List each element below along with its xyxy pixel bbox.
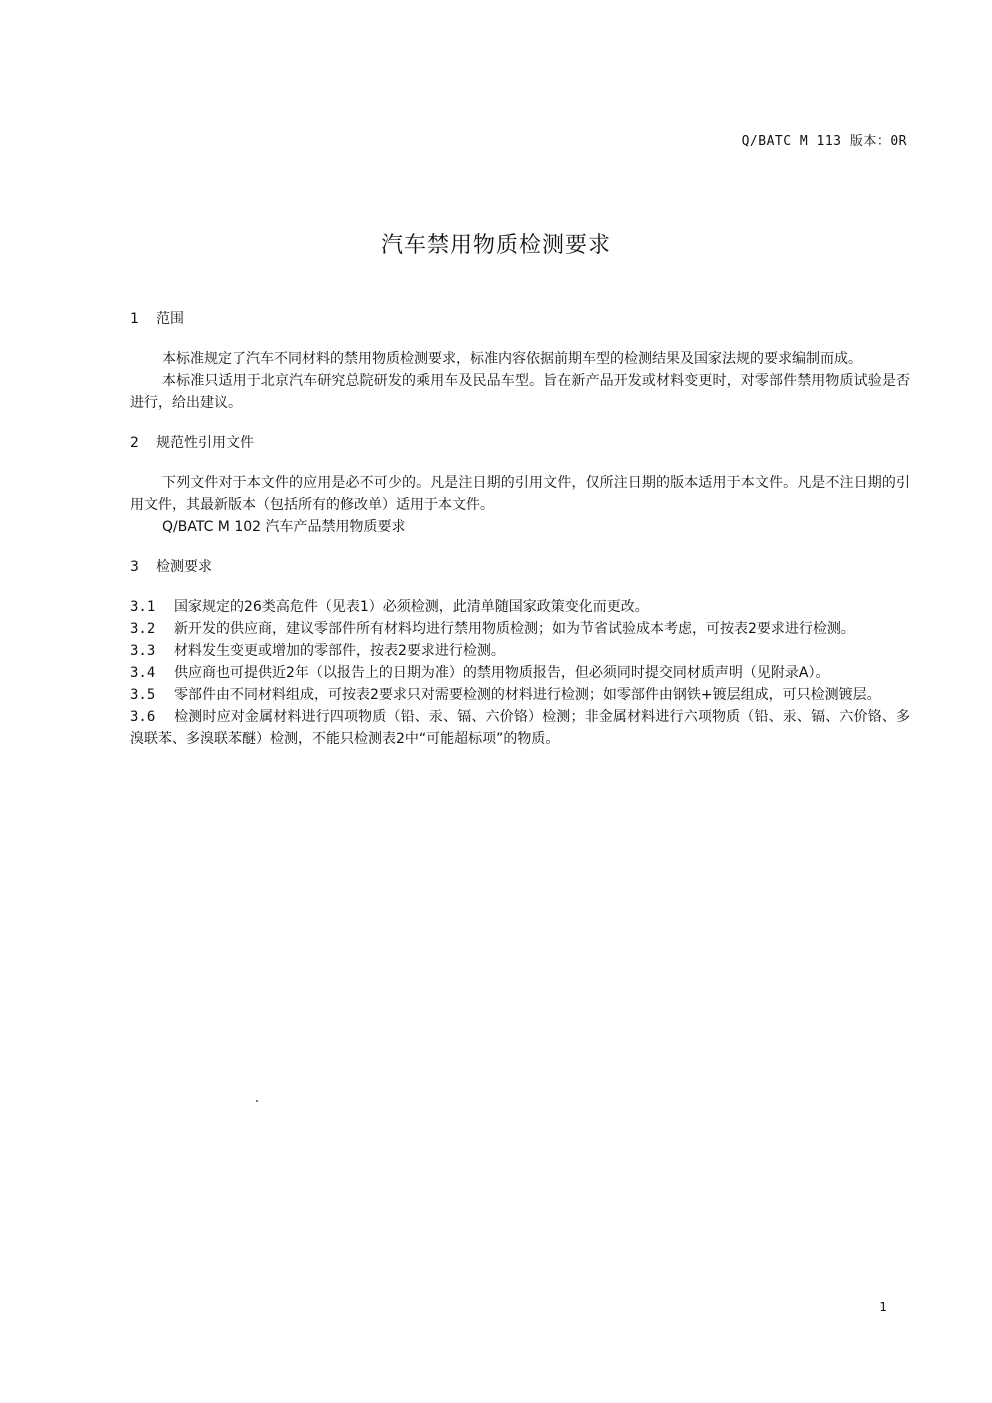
clause-number: 3.2	[130, 621, 156, 637]
section-title: 检测要求	[156, 559, 212, 575]
document-body	[130, 308, 910, 750]
section-heading-normative-references	[130, 432, 910, 454]
document-title: 汽车禁用物质检测要求	[380, 233, 611, 258]
clause-text: 检测时应对金属材料进行四项物质（铅、汞、镉、六价铬）检测；非金属材料进行六项物质（铅、汞、镉、六价铬、多溴联苯、多溴联苯醚）检测，不能只检测表2中“可能超标项”的物质。	[130, 709, 910, 747]
clause-text: 材料发生变更或增加的零部件，按表2要求进行检测。	[174, 643, 505, 659]
clause	[130, 596, 910, 618]
section-number: 3	[130, 559, 139, 575]
clause	[130, 662, 910, 684]
section-heading-scope	[130, 308, 910, 330]
paragraph: 本标准只适用于北京汽车研究总院研发的乘用车及民品车型。旨在新产品开发或材料变更时，对零部件禁用物质试验是否进行，给出建议。	[130, 373, 910, 411]
clause-number: 3.1	[130, 599, 156, 615]
section-number: 2	[130, 435, 139, 451]
section-title: 范围	[156, 311, 184, 327]
paragraph: 本标准规定了汽车不同材料的禁用物质检测要求，标准内容依据前期车型的检测结果及国家法规的要求编制而成。	[162, 351, 862, 367]
document-code: Q/BATC M 113 版本：0R	[741, 134, 907, 149]
clause	[130, 684, 910, 706]
clause-number: 3.6	[130, 709, 156, 725]
reference-document: Q/BATC M 102 汽车产品禁用物质要求	[162, 519, 406, 535]
section-number: 1	[130, 311, 139, 327]
clause-number: 3.5	[130, 687, 156, 703]
clause-number: 3.4	[130, 665, 156, 681]
paragraph: 下列文件对于本文件的应用是必不可少的。凡是注日期的引用文件，仅所注日期的版本适用于本文件。凡是不注日期的引用文件，其最新版本（包括所有的修改单）适用于本文件。	[130, 475, 910, 513]
clause-text: 供应商也可提供近2年（以报告上的日期为准）的禁用物质报告，但必须同时提交同材质声明（见附录A）。	[174, 665, 830, 681]
page-number: 1	[879, 1300, 887, 1314]
section-title: 规范性引用文件	[156, 435, 254, 451]
clause	[130, 706, 910, 750]
clause-text: 新开发的供应商，建议零部件所有材料均进行禁用物质检测；如为节省试验成本考虑，可按表2要求进行检测。	[174, 621, 855, 637]
clause-text: 国家规定的26类高危件（见表1）必须检测，此清单随国家政策变化而更改。	[174, 599, 649, 615]
clause-text: 零部件由不同材料组成，可按表2要求只对需要检测的材料进行检测；如零部件由钢铁+镀层组成，可只检测镀层。	[174, 687, 881, 703]
clause	[130, 618, 910, 640]
section-heading-test-requirements	[130, 556, 910, 578]
clause	[130, 640, 910, 662]
scan-speck	[256, 1100, 258, 1102]
clause-number: 3.3	[130, 643, 156, 659]
